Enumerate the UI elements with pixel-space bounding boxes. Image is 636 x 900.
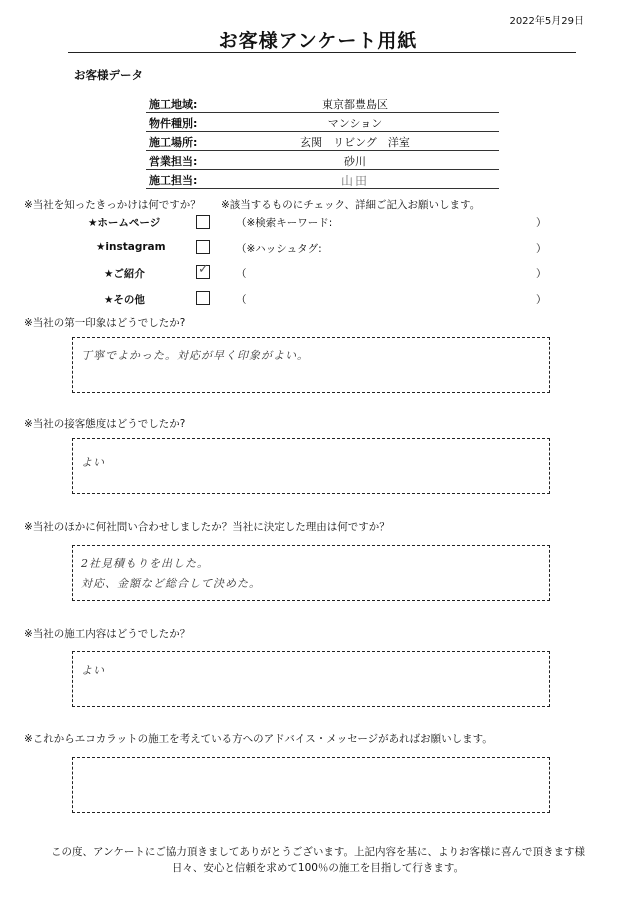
answer-handwritten-line1: 2社見積もりを出した。 bbox=[81, 557, 209, 570]
option-label-instagram: ★instagram bbox=[96, 241, 166, 253]
survey-date: 2022年5月29日 bbox=[509, 16, 584, 27]
customer-data-table bbox=[146, 94, 499, 189]
question-advice-message: ※これからエコカラットの施工を考えている方へのアドバイス・メッセージがあればお願いします。 bbox=[24, 733, 493, 745]
customer-row-installer bbox=[146, 170, 499, 189]
answer-box-advice-message[interactable] bbox=[72, 757, 550, 813]
option-note-referral: （ bbox=[236, 268, 247, 280]
option-label-other: ★その他 bbox=[104, 294, 145, 306]
row-value-handwritten: 山田 bbox=[340, 174, 369, 188]
answer-handwritten: よい bbox=[81, 456, 105, 469]
question-how-found: ※当社を知ったきっかけは何ですか？ bbox=[24, 199, 201, 211]
checkbox-instagram[interactable] bbox=[196, 240, 210, 254]
row-label: 施工地域: bbox=[149, 98, 198, 111]
answer-handwritten-line2: 対応、金額など総合して決めた。 bbox=[81, 577, 261, 590]
answer-handwritten: よい bbox=[81, 664, 105, 677]
question-work-quality: ※当社の施工内容はどうでしたか？ bbox=[24, 628, 191, 640]
row-value: 砂川 bbox=[344, 155, 366, 168]
row-value: 玄関 リビング 洋室 bbox=[300, 136, 410, 149]
option-close-paren: ） bbox=[536, 243, 547, 255]
answer-box-other-companies[interactable] bbox=[72, 545, 550, 601]
option-note-other: （ bbox=[236, 294, 247, 306]
question-first-impression: ※当社の第一印象はどうでしたか? bbox=[24, 317, 186, 329]
question-other-companies: ※当社のほかに何社問い合わせしましたか？当社に決定した理由は何ですか？ bbox=[24, 521, 390, 533]
customer-row-property-type bbox=[146, 113, 499, 132]
option-label-referral: ★ご紹介 bbox=[104, 268, 145, 280]
page-title: お客様アンケート用紙 bbox=[218, 30, 418, 52]
option-label-homepage: ★ホームページ bbox=[88, 217, 161, 229]
option-note-instagram: （※ハッシュタグ: bbox=[236, 243, 322, 255]
option-close-paren: ） bbox=[536, 217, 547, 229]
row-value: 東京都豊島区 bbox=[322, 98, 388, 111]
check-mark-icon: ✓ bbox=[198, 262, 209, 277]
row-label: 物件種別: bbox=[149, 117, 198, 130]
footer-line-2: 日々、安心と信頼を求めて100％の施工を目指して行きます。 bbox=[171, 862, 465, 874]
option-close-paren: ） bbox=[536, 294, 547, 306]
option-close-paren: ） bbox=[536, 268, 547, 280]
answer-box-customer-service[interactable] bbox=[72, 438, 550, 494]
question-instruction: ※該当するものにチェック、詳細ご記入お願いします。 bbox=[221, 199, 481, 211]
row-label: 施工場所: bbox=[149, 136, 198, 149]
answer-handwritten: 丁寧でよかった。対応が早く印象がよい。 bbox=[81, 349, 309, 362]
row-value: マンション bbox=[327, 117, 383, 130]
customer-row-area bbox=[146, 94, 499, 113]
customer-section-title: お客様データ bbox=[74, 68, 143, 82]
checkbox-homepage[interactable] bbox=[196, 215, 210, 229]
answer-box-work-quality[interactable] bbox=[72, 651, 550, 707]
customer-row-sales-rep bbox=[146, 151, 499, 170]
answer-box-first-impression[interactable] bbox=[72, 337, 550, 393]
title-underline bbox=[68, 52, 576, 53]
option-note-homepage: （※検索キーワード: bbox=[236, 217, 333, 229]
row-label: 施工担当: bbox=[149, 174, 198, 187]
checkbox-referral[interactable] bbox=[196, 262, 210, 279]
footer-line-1: この度、アンケートにご協力頂きましてありがとうございます。上記内容を基に、よりお客様に喜んで頂きます様 bbox=[50, 846, 586, 858]
checkbox-other[interactable] bbox=[196, 291, 210, 305]
question-customer-service: ※当社の接客態度はどうでしたか? bbox=[24, 418, 186, 430]
row-label: 営業担当: bbox=[149, 155, 198, 168]
customer-row-location bbox=[146, 132, 499, 151]
